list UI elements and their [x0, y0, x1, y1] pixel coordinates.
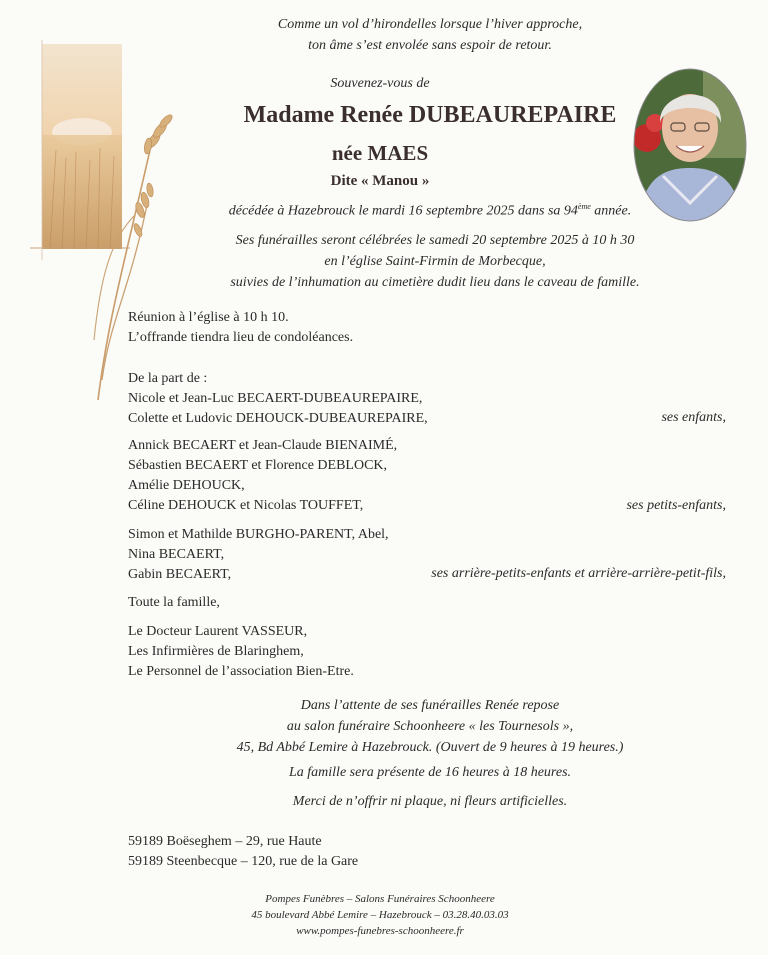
gathering-line: L’offrande tiendra lieu de condoléances.: [128, 330, 354, 345]
great-grandchildren-role: ses arrière-petits-enfants et arrière-arrière-petit-fils,: [431, 566, 726, 581]
grandchildren-list: [128, 436, 397, 516]
quote-line: Comme un vol d’hirondelles lorsque l’hiver approche,: [277, 17, 583, 32]
list-item: Les Infirmières de Blaringhem,: [128, 644, 304, 659]
children-role: ses enfants,: [661, 410, 726, 425]
footer-website-link[interactable]: www.pompes-funebres-schoonheere.fr: [296, 925, 464, 937]
list-item: Colette et Ludovic DEHOUCK-DUBEAUREPAIRE,: [128, 411, 428, 426]
whole-family: Toute la famille,: [128, 595, 220, 610]
footer-line: 45 boulevard Abbé Lemire – Hazebrouck – 03.28.40.03.03: [251, 909, 509, 921]
list-item: De la part de :: [128, 371, 208, 386]
remember-label: Souvenez-vous de: [330, 76, 430, 91]
list-item: Sébastien BECAERT et Florence DEBLOCK,: [128, 458, 388, 473]
salon-line: Dans l’attente de ses funérailles Renée repose: [300, 698, 560, 713]
funeral-line: Ses funérailles seront célébrées le samedi 20 septembre 2025 à 10 h 30: [235, 233, 635, 248]
salon-line: au salon funéraire Schoonheere « les Tournesols »,: [286, 719, 574, 734]
address-line: 59189 Steenbecque – 120, rue de la Gare: [128, 854, 359, 869]
grandchildren-role: ses petits-enfants,: [626, 498, 726, 513]
death-notice: [190, 202, 670, 220]
list-item: Céline DEHOUCK et Nicolas TOUFFET,: [128, 498, 364, 513]
carers-list: [128, 622, 354, 682]
nickname: Dite « Manou »: [330, 173, 430, 189]
children-list: [128, 369, 428, 429]
no-flowers-request: Merci de n’offrir ni plaque, ni fleurs artificielles.: [292, 794, 568, 809]
list-item: Le Personnel de l’association Bien-Etre.: [128, 664, 354, 679]
family-addresses: [128, 832, 358, 872]
church-gathering: [128, 308, 353, 348]
list-item: Gabin BECAERT,: [128, 567, 232, 582]
list-item: Annick BECAERT et Jean-Claude BIENAIMÉ,: [128, 438, 398, 453]
funeral-line: suivies de l’inhumation au cimetière dudit lieu dans le caveau de famille.: [230, 275, 640, 290]
wheat-decoration-icon: [30, 40, 190, 420]
list-item: Le Docteur Laurent VASSEUR,: [128, 624, 308, 639]
maiden-name: née MAES: [331, 141, 429, 165]
deceased-name: Madame Renée DUBEAUREPAIRE: [243, 102, 617, 128]
list-item: Nicole et Jean-Luc BECAERT-DUBEAUREPAIRE,: [128, 391, 423, 406]
quote-line: ton âme s’est envolée sans espoir de retour.: [308, 38, 552, 53]
portrait-photo: [633, 68, 747, 223]
visiting-hours: La famille sera présente de 16 heures à 18 heures.: [288, 765, 572, 780]
death-notice-end: année.: [590, 203, 632, 219]
address-line: 59189 Boëseghem – 29, rue Haute: [128, 834, 322, 849]
list-item: Nina BECAERT,: [128, 547, 225, 562]
funeral-home-footer: [130, 891, 630, 939]
ordinal-suffix: ème: [577, 202, 591, 211]
opening-quote: [130, 14, 730, 56]
salon-line: 45, Bd Abbé Lemire à Hazebrouck. (Ouvert de 9 heures à 19 heures.): [236, 740, 624, 755]
great-grandchildren-list: [128, 525, 389, 585]
funeral-home-info: [130, 695, 730, 758]
funeral-line: en l’église Saint-Firmin de Morbecque,: [324, 254, 546, 269]
funeral-details: [180, 230, 690, 293]
death-notice-text: décédée à Hazebrouck le mardi 16 septembre 2025 dans sa 94: [228, 203, 578, 219]
gathering-line: Réunion à l’église à 10 h 10.: [128, 310, 289, 325]
footer-line: Pompes Funèbres – Salons Funéraires Schoonheere: [265, 893, 495, 905]
list-item: Simon et Mathilde BURGHO-PARENT, Abel,: [128, 527, 389, 542]
list-item: Amélie DEHOUCK,: [128, 478, 245, 493]
